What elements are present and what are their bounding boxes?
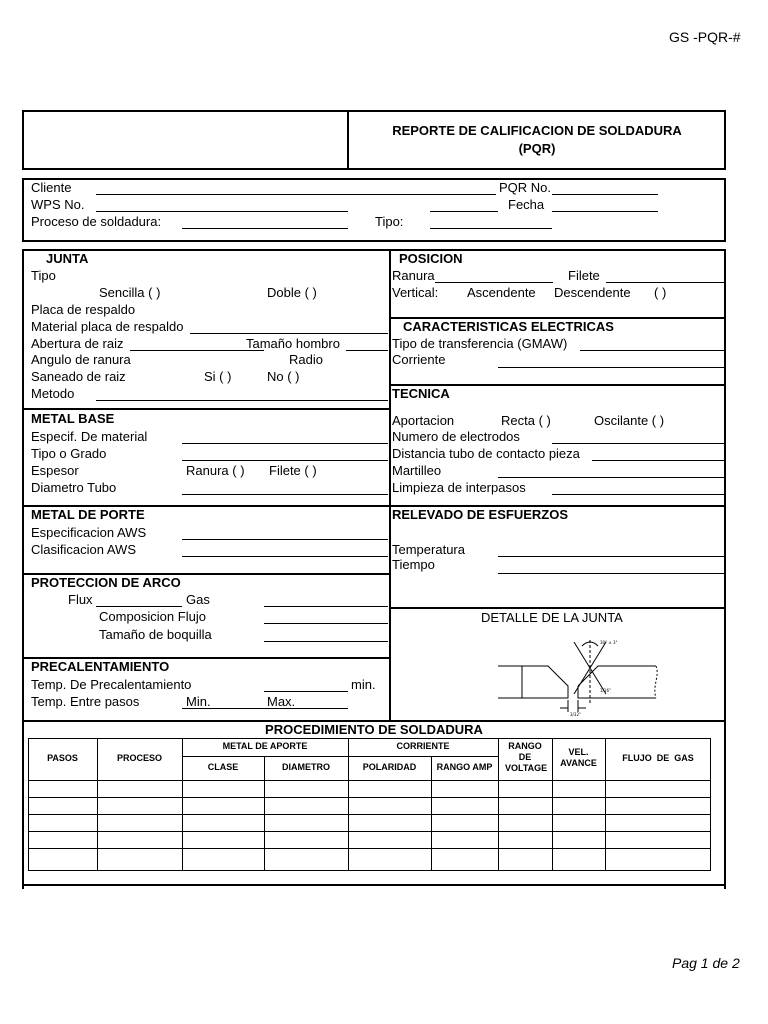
temp-pre-field[interactable] [264,691,348,692]
proceso-label: Proceso de soldadura: [31,214,162,229]
pqr-no-field[interactable] [552,194,658,195]
martilleo-field[interactable] [498,477,724,478]
svg-text:3/32": 3/32" [570,712,581,717]
limpieza-field[interactable] [552,494,724,495]
temp-entre-label: Temp. Entre pasos [31,694,140,709]
wps-no-field[interactable] [96,211,348,212]
col-corriente: CORRIENTE [396,741,450,751]
flux-field[interactable] [96,606,182,607]
page-number: Pag 1 de 2 [672,955,740,971]
wps-no-label: WPS No. [31,197,85,212]
electricas-header: CARACTERISTICAS ELECTRICAS [403,319,614,334]
col-vel-avance: VEL. AVANCE [560,747,597,768]
flux-label: Flux [68,592,93,607]
metal-porte-header: METAL DE PORTE [31,507,145,522]
precalentamiento-header: PRECALENTAMIENTO [31,659,170,674]
material-placa-field[interactable] [190,333,388,334]
vertical-label: Vertical: [392,285,439,300]
diametro-tubo-field[interactable] [182,494,388,495]
sencilla-option[interactable]: Sencilla ( ) [99,285,161,300]
saneado-si-option[interactable]: Si ( ) [204,369,232,384]
tamano-hombro-label: Tamaño hombro [246,336,340,351]
tipo-grado-label: Tipo o Grado [31,446,107,461]
placa-respaldo-label: Placa de respaldo [31,302,136,317]
corriente-label: Corriente [392,352,446,367]
diametro-tubo-label: Diametro Tubo [31,480,117,495]
especificacion-aws-field[interactable] [182,539,388,540]
col-rango-amp: RANGO AMP [436,762,493,772]
oscilante-option[interactable]: Oscilante ( ) [594,413,665,428]
tipo-field[interactable] [430,228,552,229]
report-title: REPORTE DE CALIFICACION DE SOLDADURA [392,123,682,138]
col-flujo-gas: FLUJO DE GAS [622,753,694,763]
col-metal-aporte: METAL DE APORTE [222,741,308,751]
clasificacion-aws-field[interactable] [182,556,388,557]
clasificacion-aws-label: Clasificacion AWS [31,542,136,557]
metodo-field[interactable] [96,400,388,401]
especif-field[interactable] [182,443,388,444]
tiempo-field[interactable] [498,573,724,574]
ranura-label: Ranura [392,268,435,283]
fecha-field[interactable] [552,211,658,212]
client-field[interactable] [96,194,496,195]
proteccion-header: PROTECCION DE ARCO [31,575,181,590]
limpieza-label: Limpieza de interpasos [392,480,526,495]
tecnica-header: TECNICA [392,386,450,401]
proceso-field[interactable] [182,228,348,229]
tipo-label: Tipo: [375,214,404,229]
svg-text:30° ± 3°: 30° ± 3° [600,640,618,645]
tamano-hombro-field[interactable] [346,350,388,351]
abertura-label: Abertura de raiz [31,336,124,351]
temp-pre-unit: min. [351,677,376,692]
composicion-label: Composicion Flujo [99,609,206,624]
fecha-label: Fecha [508,197,545,212]
transferencia-field[interactable] [580,350,724,351]
aportacion-label: Aportacion [392,413,455,428]
composicion-field[interactable] [264,623,388,624]
detalle-header: DETALLE DE LA JUNTA [481,610,623,625]
filete-field[interactable] [606,282,724,283]
posicion-header: POSICION [399,251,463,266]
especif-label: Especif. De material [31,429,148,444]
col-proceso: PROCESO [116,753,162,763]
procedimiento-header: PROCEDIMIENTO DE SOLDADURA [265,722,483,737]
recta-option[interactable]: Recta ( ) [501,413,551,428]
saneado-no-option[interactable]: No ( ) [267,369,300,384]
filete-label: Filete [568,268,600,283]
espesor-ranura-option[interactable]: Ranura ( ) [186,463,245,478]
title-box [22,110,726,170]
distancia-label: Distancia tubo de contacto pieza [392,446,580,461]
tipo-grado-field[interactable] [182,460,388,461]
col-polaridad: POLARIDAD [362,762,417,772]
ranura-field[interactable] [435,282,553,283]
gas-field[interactable] [264,606,388,607]
saneado-label: Saneado de raiz [31,369,126,384]
angulo-label: Angulo de ranura [31,352,131,367]
abertura-field[interactable] [130,350,264,351]
radio-label: Radio [289,352,323,367]
col-diametro: DIAMETRO [282,762,330,772]
gas-label: Gas [186,592,210,607]
temperatura-field[interactable] [498,556,724,557]
espesor-filete-option[interactable]: Filete ( ) [269,463,317,478]
junta-tipo-label: Tipo [31,268,56,283]
document-code: GS -PQR-# [669,29,741,45]
material-placa-label: Material placa de respaldo [31,319,184,334]
metal-base-header: METAL BASE [31,411,115,426]
client-section [22,178,726,242]
junta-header: JUNTA [46,251,89,266]
wps-extra-field[interactable] [430,211,498,212]
boquilla-label: Tamaño de boquilla [99,627,212,642]
joint-detail-drawing [496,636,662,718]
tiempo-label: Tiempo [392,557,435,572]
temperatura-label: Temperatura [392,542,465,557]
temp-entre-max-label: Max. [267,694,296,709]
descendente-option[interactable]: Descendente [554,285,631,300]
boquilla-field[interactable] [264,641,388,642]
temp-entre-min-label: Min. [186,694,211,709]
temp-entre-max-field[interactable] [264,708,348,709]
distancia-field[interactable] [592,460,724,461]
col-pasos: PASOS [47,753,78,763]
especificacion-aws-label: Especificacion AWS [31,525,147,540]
transferencia-label: Tipo de transferencia (GMAW) [392,336,568,351]
report-subtitle: (PQR) [518,141,556,156]
martilleo-label: Martilleo [392,463,442,478]
pqr-no-label: PQR No. [499,180,552,195]
doble-option[interactable]: Doble ( ) [267,285,317,300]
col-clase: CLASE [207,762,239,772]
electrodos-label: Numero de electrodos [392,429,520,444]
espesor-label: Espesor [31,463,79,478]
corriente-field[interactable] [498,367,724,368]
temp-entre-min-field[interactable] [182,708,264,709]
electrodos-field[interactable] [552,443,724,444]
col-rango-voltage: RANGO DE VOLTAGE [505,741,548,773]
client-label: Cliente [31,180,72,195]
temp-pre-label: Temp. De Precalentamiento [31,677,192,692]
svg-text:1/16": 1/16" [600,688,611,693]
relevado-header: RELEVADO DE ESFUERZOS [392,507,569,522]
vertical-check[interactable]: ( ) [654,285,667,300]
metodo-label: Metodo [31,386,75,401]
ascendente-option[interactable]: Ascendente [467,285,536,300]
